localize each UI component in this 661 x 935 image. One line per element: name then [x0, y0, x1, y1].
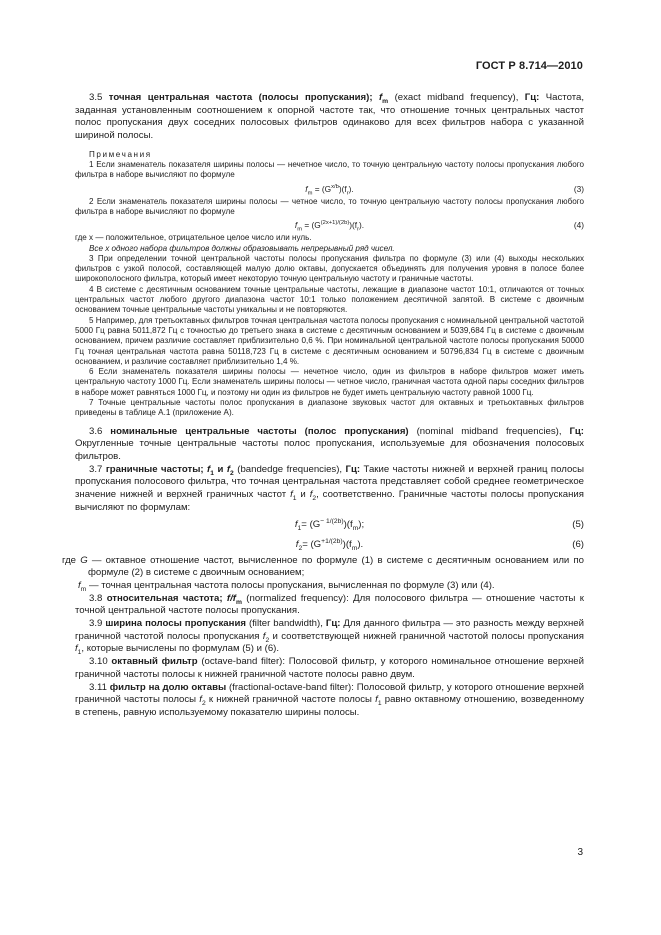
note-6: 6 Если знаменатель показателя ширины полосы — нечетное число, один из фильтров в наборе фильтров может иметь центральную частоту 1000 Гц. Если знаменатель ширины полосы — четное число, граничная частота одной пары соседних фильтров в наборе может равняться 1000 Гц, и поэтому ни один из фильтров не будет иметь центральную частоту равной 1000 Гц.: [75, 367, 584, 397]
symbol: f: [199, 694, 202, 706]
symbol: f/f: [222, 592, 236, 604]
unit: Гц:: [524, 92, 540, 103]
notes-heading: Примечания: [89, 149, 152, 159]
formula-eq: = (G: [301, 518, 321, 530]
note-5: 5 Например, для третьоктавных фильтров точная центральная частота полосы пропускания с номинальной центральной частотой 5000 Гц равна 5011,872 Гц с точностью до третьего знака в системе с десятичным основанием и 5039,684 Гц в системе с двоичным основанием, причем различие составляет приблизительно 0,6 %. При номинальной центральной частоте полосы пропускания 50000 Гц точная центральная частота равна 50118,723 Гц в системе с десятичным основанием и 50796,834 Гц в системе с двоичным основанием, и различие составляет приблизительно 1,4 %.: [75, 315, 584, 366]
definition-text: равно октавному отношению, возведенному в степень, равную используемому показателю ширины полосы.: [75, 694, 585, 718]
term: граничные частоты;: [105, 463, 204, 475]
formula-eq: = (G: [302, 220, 321, 231]
definition-text: (normalized frequency): Для полосового фильтра — отношение частоты к точной центральной частоте полосы пропускания.: [75, 592, 584, 617]
where-text: — точная центральная частота полосы пропускания, вычисленная по формуле (3) или (4).: [86, 579, 495, 591]
section-number: 3.8: [89, 592, 107, 604]
symbol: f: [378, 92, 383, 103]
definition-text: Такие частоты нижней и верхней границ полосы пропускания полосового фильтра, что точная центральная частота представляет собой среднее геометрическое значение нижней и верхней граничных частот: [75, 463, 584, 501]
note-where: где x — положительное, отрицательное целое число или нуль.: [75, 233, 312, 243]
page-number: 3: [577, 847, 583, 858]
note-2: 2 Если знаменатель показателя ширины полосы — четное число, то точную центральную частоту полосы пропускания любого фильтра в наборе вычисляют по формуле: [75, 196, 584, 216]
page-body: [62, 92, 585, 720]
symbol-subscript: m: [80, 585, 87, 593]
english-term: (filter bandwidth),: [245, 618, 326, 630]
definition-text: (fractional-octave-band filter): Полосовой фильтр, у которого отношение верхней граничной частоты полосы: [75, 681, 584, 706]
italic-statement: Все x одного набора фильтров должны образовывать непрерывный ряд чисел.: [89, 243, 395, 253]
section-number: 3.10: [89, 656, 112, 668]
section-3-10: [75, 656, 584, 681]
symbol-subscript: 1: [77, 649, 82, 657]
unit: Гц:: [345, 463, 361, 475]
symbol: f: [226, 463, 231, 475]
formula-eq: = (G: [302, 538, 322, 550]
section-3-6: [75, 426, 584, 464]
note-7: 7 Точные центральные частоты полос пропускания в диапазоне звуковых частот для октавных и третьоктавных фильтров приведены в таблице А.1 (приложение А).: [75, 398, 584, 418]
section-3-11: [75, 682, 584, 720]
formula-lhs-sub: 2: [298, 544, 303, 552]
formula-rhs-sub: r: [346, 190, 349, 197]
term: октавный фильтр: [111, 656, 198, 668]
term: точная центральная частота (полосы пропускания);: [108, 92, 373, 103]
english-term: (exact midband frequency),: [388, 92, 525, 103]
section-number: 3.5: [89, 92, 109, 103]
formula-3: [75, 181, 584, 197]
section-number: 3.6: [89, 425, 111, 437]
definition-text: Округленные точные центральные частоты полос пропускания, используемые для обозначения полосовых фильтров.: [75, 438, 584, 463]
note-italic: [75, 244, 584, 254]
unit: Гц:: [569, 425, 584, 437]
symbol-subscript: 1: [210, 469, 214, 477]
formula-rhs-sub: m: [351, 544, 358, 552]
formula-end: );: [358, 518, 365, 530]
english-term: (nominal midband frequencies),: [408, 425, 570, 437]
term: относительная частота;: [106, 592, 223, 604]
definition-text: (octave-band filter): Полосовой фильтр, у которого номинальное отношение верхней граничной частоты полосы к нижней граничной частоте полосы равно двум.: [75, 656, 584, 680]
document-standard-header: ГОСТ Р 8.714—2010: [475, 60, 583, 72]
formula-lhs: f: [295, 538, 299, 550]
formula-end: ).: [359, 220, 365, 231]
symbol-subscript: 2: [312, 495, 317, 503]
conjunction: и: [214, 463, 227, 475]
symbol-subscript: 2: [265, 636, 270, 644]
where-fm: [75, 580, 584, 593]
formula-4: [75, 217, 584, 233]
definition-text: и соответствующей нижней граничной частотой полосы пропускания: [269, 630, 584, 642]
symbol-subscript: m: [382, 97, 389, 105]
definition-text: Частота, заданная установленным соотношением к опорной частоте так, что отношение точных центральных частот полос пропускания двух соседних полосовых фильтров одинаково для всех фильтров набора с указанной шириной полосы.: [75, 92, 584, 142]
term: ширина полосы пропускания: [105, 618, 246, 630]
formula-mid: )(f: [338, 183, 347, 194]
where-label: где: [62, 554, 81, 566]
formula-rhs-sub: m: [352, 524, 359, 532]
formula-rhs-sub: r: [357, 226, 360, 233]
note-4: 4 В системе с десятичным основанием точные центральные частоты, лежащие в диапазоне частот 10:1, отличаются от точных центральных частот любого другого диапазона частот 10:1 только положением десятичной запятой. В системе с двоичным основанием точные центральные частоты уникальны и не повторяются.: [75, 284, 584, 315]
where-g: [62, 555, 584, 580]
formula-lhs: f: [294, 518, 298, 530]
symbol-subscript: m: [235, 598, 242, 606]
formula-6: [75, 535, 584, 555]
formula-exponent: (2x+1)/(2b): [320, 220, 350, 227]
section-3-7: [75, 464, 584, 515]
term: номинальные центральные частоты (полос пропускания): [110, 425, 409, 437]
term: фильтр на долю октавы: [109, 681, 227, 693]
formula-lhs-sub: m: [297, 226, 303, 233]
section-3-8: [75, 593, 584, 618]
formula-5: [75, 515, 584, 535]
english-term: (bandedge frequencies),: [233, 463, 346, 475]
symbol: f: [207, 463, 211, 475]
definition-text: , соответственно. Граничные частоты полосы пропускания вычисляют по формулам:: [75, 489, 584, 513]
section-number: 3.11: [89, 681, 110, 693]
formula-lhs: f: [305, 183, 308, 194]
formula-lhs-sub: 1: [297, 524, 302, 532]
symbol: G: [80, 554, 88, 566]
symbol: f: [75, 643, 78, 655]
section-3-9: [75, 618, 584, 656]
symbol: f: [78, 579, 81, 591]
formula-number: (5): [572, 518, 584, 530]
section-3-5: [75, 92, 584, 143]
symbol: f: [375, 694, 378, 706]
formula-lhs: f: [294, 220, 298, 231]
formula-number: (6): [572, 538, 584, 550]
formula-mid: )(f: [349, 220, 358, 231]
formula-lhs-sub: m: [307, 190, 313, 197]
symbol: f: [309, 489, 313, 501]
formula-exponent: +1/(2b): [321, 537, 343, 545]
formula-eq: = (G: [312, 183, 332, 194]
section-number: 3.9: [89, 618, 106, 630]
symbol-subscript: 1: [377, 700, 382, 708]
formula-mid: )(f: [343, 518, 353, 530]
where-text: — октавное отношение частот, вычисленное по формуле (1) в системе с десятичным основанием или по формуле (2) в системе с двоичным основанием;: [87, 554, 584, 579]
definition-text: , которые вычислены по формулам (5) и (6).: [81, 643, 280, 655]
note-3: 3 При определении точной центральной частоты полосы пропускания фильтра по формуле (3) или (4) выходы нескольких фильтров с узкой полосой, составляющей малую долю октавы, допускается объединять для получения уровня в полосе более широкополосного фильтра, который имеет некоторую точную центральную частоту и граничные частоты.: [75, 253, 584, 284]
formula-end: ).: [357, 538, 364, 550]
formula-number: (3): [573, 183, 584, 194]
unit: Гц:: [325, 618, 341, 630]
note-1: 1 Если знаменатель показателя ширины полосы — нечетное число, то точную центральную частоту полосы пропускания любого фильтра в наборе вычисляют по формуле: [75, 160, 584, 180]
symbol-subscript: 2: [201, 700, 206, 708]
formula-exponent: − 1/(2b): [320, 517, 344, 525]
symbol: f: [262, 630, 266, 642]
formula-exponent: x/b: [331, 183, 339, 190]
definition-text: Для данного фильтра — это разность между верхней граничной частотой полосы пропускания: [75, 618, 584, 642]
symbol-subscript: 2: [230, 469, 234, 477]
formula-mid: )(f: [342, 538, 352, 550]
formula-end: ).: [348, 183, 354, 194]
conjunction: и: [296, 489, 310, 501]
symbol: f: [290, 489, 293, 501]
section-number: 3.7: [89, 463, 106, 475]
formula-number: (4): [573, 220, 584, 231]
symbol-subscript: 1: [292, 495, 297, 503]
definition-text: к нижней граничной частоте полосы: [205, 694, 376, 706]
